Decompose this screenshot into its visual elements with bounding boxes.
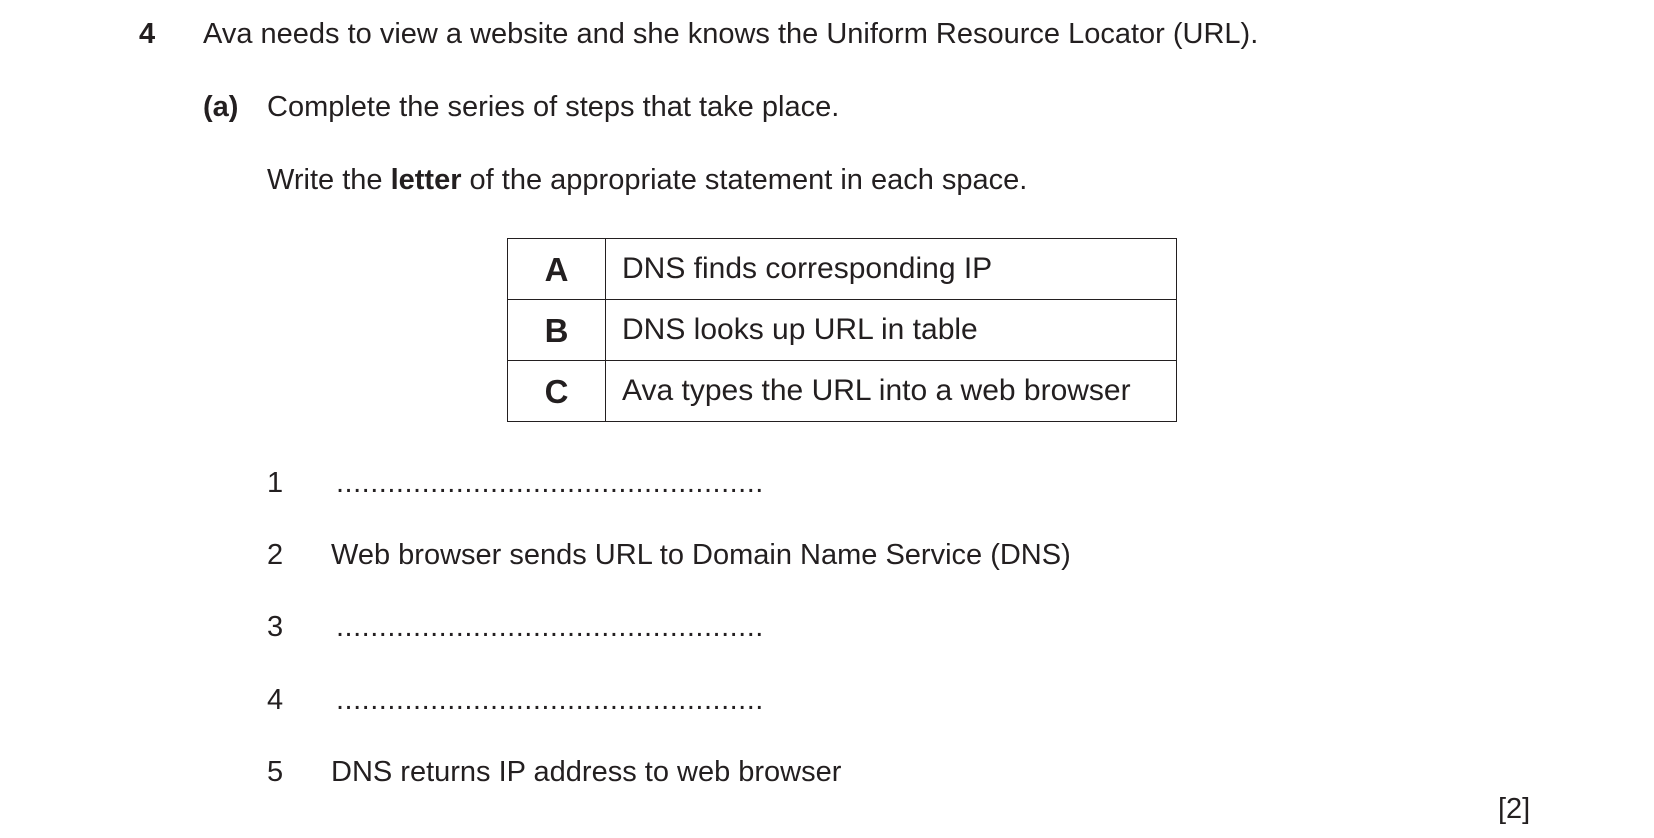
- answer-line-step-4[interactable]: ..................................................: [336, 684, 764, 716]
- mark-allocation: [2]: [1498, 793, 1531, 825]
- answer-line-step-1[interactable]: ..................................................: [336, 467, 764, 499]
- question-number: 4: [139, 18, 156, 50]
- question-stem: Ava needs to view a website and she knows the Uniform Resource Locator (URL).: [203, 18, 1259, 50]
- step-number: 5: [267, 756, 284, 788]
- statement-letter: B: [508, 300, 606, 361]
- statement-letter: C: [508, 361, 606, 422]
- statement-letter: A: [508, 239, 606, 300]
- statement-text: DNS finds corresponding IP: [606, 239, 1177, 300]
- step-text: DNS returns IP address to web browser: [331, 756, 842, 788]
- answer-line-step-3[interactable]: ..................................................: [336, 611, 764, 643]
- step-number: 2: [267, 539, 284, 571]
- step-number: 3: [267, 611, 284, 643]
- instruction-before: Write the: [267, 164, 391, 196]
- statement-text: Ava types the URL into a web browser: [606, 361, 1177, 422]
- instruction-after: of the appropriate statement in each space.: [461, 164, 1028, 196]
- part-text: Complete the series of steps that take place.: [267, 91, 840, 123]
- step-text: Web browser sends URL to Domain Name Service (DNS): [331, 539, 1071, 571]
- table-row: [508, 361, 1177, 422]
- step-number: 4: [267, 684, 284, 716]
- instruction: [267, 166, 1027, 195]
- part-label: (a): [203, 91, 239, 123]
- statements-table: [507, 238, 1177, 422]
- table-row: [508, 239, 1177, 300]
- table-row: [508, 300, 1177, 361]
- step-number: 1: [267, 467, 284, 499]
- instruction-bold: letter: [390, 164, 462, 196]
- statement-text: DNS looks up URL in table: [606, 300, 1177, 361]
